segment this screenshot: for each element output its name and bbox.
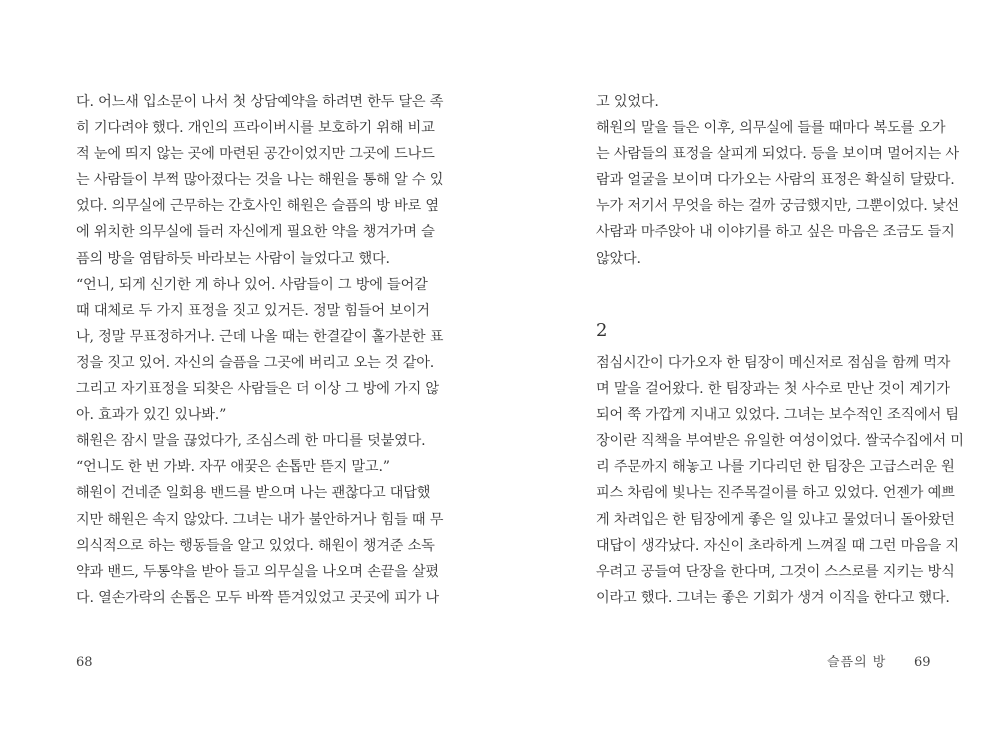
text-line: 며 말을 걸어왔다. 한 팀장과는 첫 사수로 만난 것이 계기가: [596, 381, 950, 398]
text-line: 약과 밴드, 두통약을 받아 들고 의무실을 나오며 손끝을 살폈: [76, 563, 439, 580]
text-line: 나, 정말 무표정하거나. 근데 나올 때는 한결같이 홀가분한 표: [76, 328, 444, 345]
text-line: 되어 쭉 가깝게 지내고 있었다. 그녀는 보수적인 조직에서 팀: [596, 407, 959, 424]
left-page-body: [76, 89, 444, 611]
text-line: 그리고 자기표정을 되찾은 사람들은 더 이상 그 방에 가지 않: [76, 381, 439, 398]
text-line: 정을 짓고 있어. 자신의 슬픔을 그곳에 버리고 오는 것 같아.: [76, 354, 435, 371]
right-page-number: 69: [914, 655, 931, 670]
text-line: “언니, 되게 신기한 게 하나 있어. 사람들이 그 방에 들어갈: [76, 276, 428, 293]
text-line: 다. 어느새 입소문이 나서 첫 상담예약을 하려면 한두 달은 족: [76, 94, 444, 110]
section-number: 2: [596, 320, 608, 341]
right-page-body-bottom: [596, 350, 964, 611]
text-line: 사람과 마주앉아 내 이야기를 하고 싶은 마음은 조금도 들지: [596, 224, 955, 241]
text-line: 우려고 공들여 단장을 한다며, 그것이 스스로를 지키는 방식: [596, 563, 955, 580]
text-line: 때 대체로 두 가지 표정을 짓고 있거든. 정말 힘들어 보이거: [76, 302, 430, 319]
text-line: 는 사람들의 표정을 살피게 되었다. 등을 보이며 멀어지는 사: [596, 146, 959, 163]
text-line: 이라고 했다. 그녀는 좋은 기회가 생겨 이직을 한다고 했다.: [596, 589, 950, 606]
text-line: 누가 저기서 무엇을 하는 걸까 궁금했지만, 그뿐이었다. 낯선: [596, 198, 959, 215]
text-line: 게 차려입은 한 팀장에게 좋은 일 있냐고 물었더니 돌아왔던: [596, 511, 955, 528]
text-line: 히 기다려야 했다. 개인의 프라이버시를 보호하기 위해 비교: [76, 120, 435, 137]
text-line: 장이란 직책을 부여받은 유일한 여성이었다. 쌀국수집에서 미: [596, 433, 964, 450]
text-line: 않았다.: [596, 250, 641, 267]
text-line: 고 있었다.: [596, 94, 659, 110]
text-line: 에 위치한 의무실에 들러 자신에게 필요한 약을 챙겨가며 슬: [76, 224, 435, 241]
text-line: 점심시간이 다가오자 한 팀장이 메신저로 점심을 함께 먹자: [596, 355, 951, 371]
text-line: 해원은 잠시 말을 끊었다가, 조심스레 한 마디를 덧붙였다.: [76, 433, 426, 450]
text-line: “언니도 한 번 가봐. 자꾸 애꿎은 손톱만 뜯지 말고.”: [76, 459, 390, 476]
text-line: 해원의 말을 들은 이후, 의무실에 들를 때마다 복도를 오가: [596, 120, 946, 137]
text-line: 픔의 방을 염탐하듯 바라보는 사람이 늘었다고 했다.: [76, 250, 390, 267]
text-line: 는 사람들이 부쩍 많아졌다는 것을 나는 해원을 통해 알 수 있: [76, 172, 444, 189]
text-line: 람과 얼굴을 보이며 다가오는 사람의 표정은 확실히 달랐다.: [596, 172, 955, 189]
text-line: 었다. 의무실에 근무하는 간호사인 해원은 슬픔의 방 바로 옆: [76, 198, 439, 215]
text-line: 대답이 생각났다. 자신이 초라하게 느껴질 때 그런 마음을 지: [596, 537, 959, 554]
text-line: 피스 차림에 빛나는 진주목걸이를 하고 있었다. 언젠가 예쁘: [596, 485, 955, 502]
text-line: 리 주문까지 해놓고 나를 기다리던 한 팀장은 고급스러운 원: [596, 459, 955, 476]
right-page-body-top: [596, 89, 959, 272]
text-line: 다. 열손가락의 손톱은 모두 바짝 뜯겨있었고 곳곳에 피가 나: [76, 589, 439, 606]
text-line: 적 눈에 띄지 않는 곳에 마련된 공간이었지만 그곳에 드나드: [76, 146, 435, 163]
running-head: 슬픔의 방: [827, 655, 887, 670]
text-line: 지만 해원은 속지 않았다. 그녀는 내가 불안하거나 힘들 때 무: [76, 511, 444, 528]
text-line: 아. 효과가 있긴 있나봐.”: [76, 407, 227, 424]
right-page: [500, 0, 1000, 751]
text-line: 의식적으로 하는 행동들을 알고 있었다. 해원이 챙겨준 소독: [76, 537, 435, 554]
text-line: 해원이 건네준 일회용 밴드를 받으며 나는 괜찮다고 대답했: [76, 485, 431, 502]
left-page-number: 68: [76, 655, 93, 670]
